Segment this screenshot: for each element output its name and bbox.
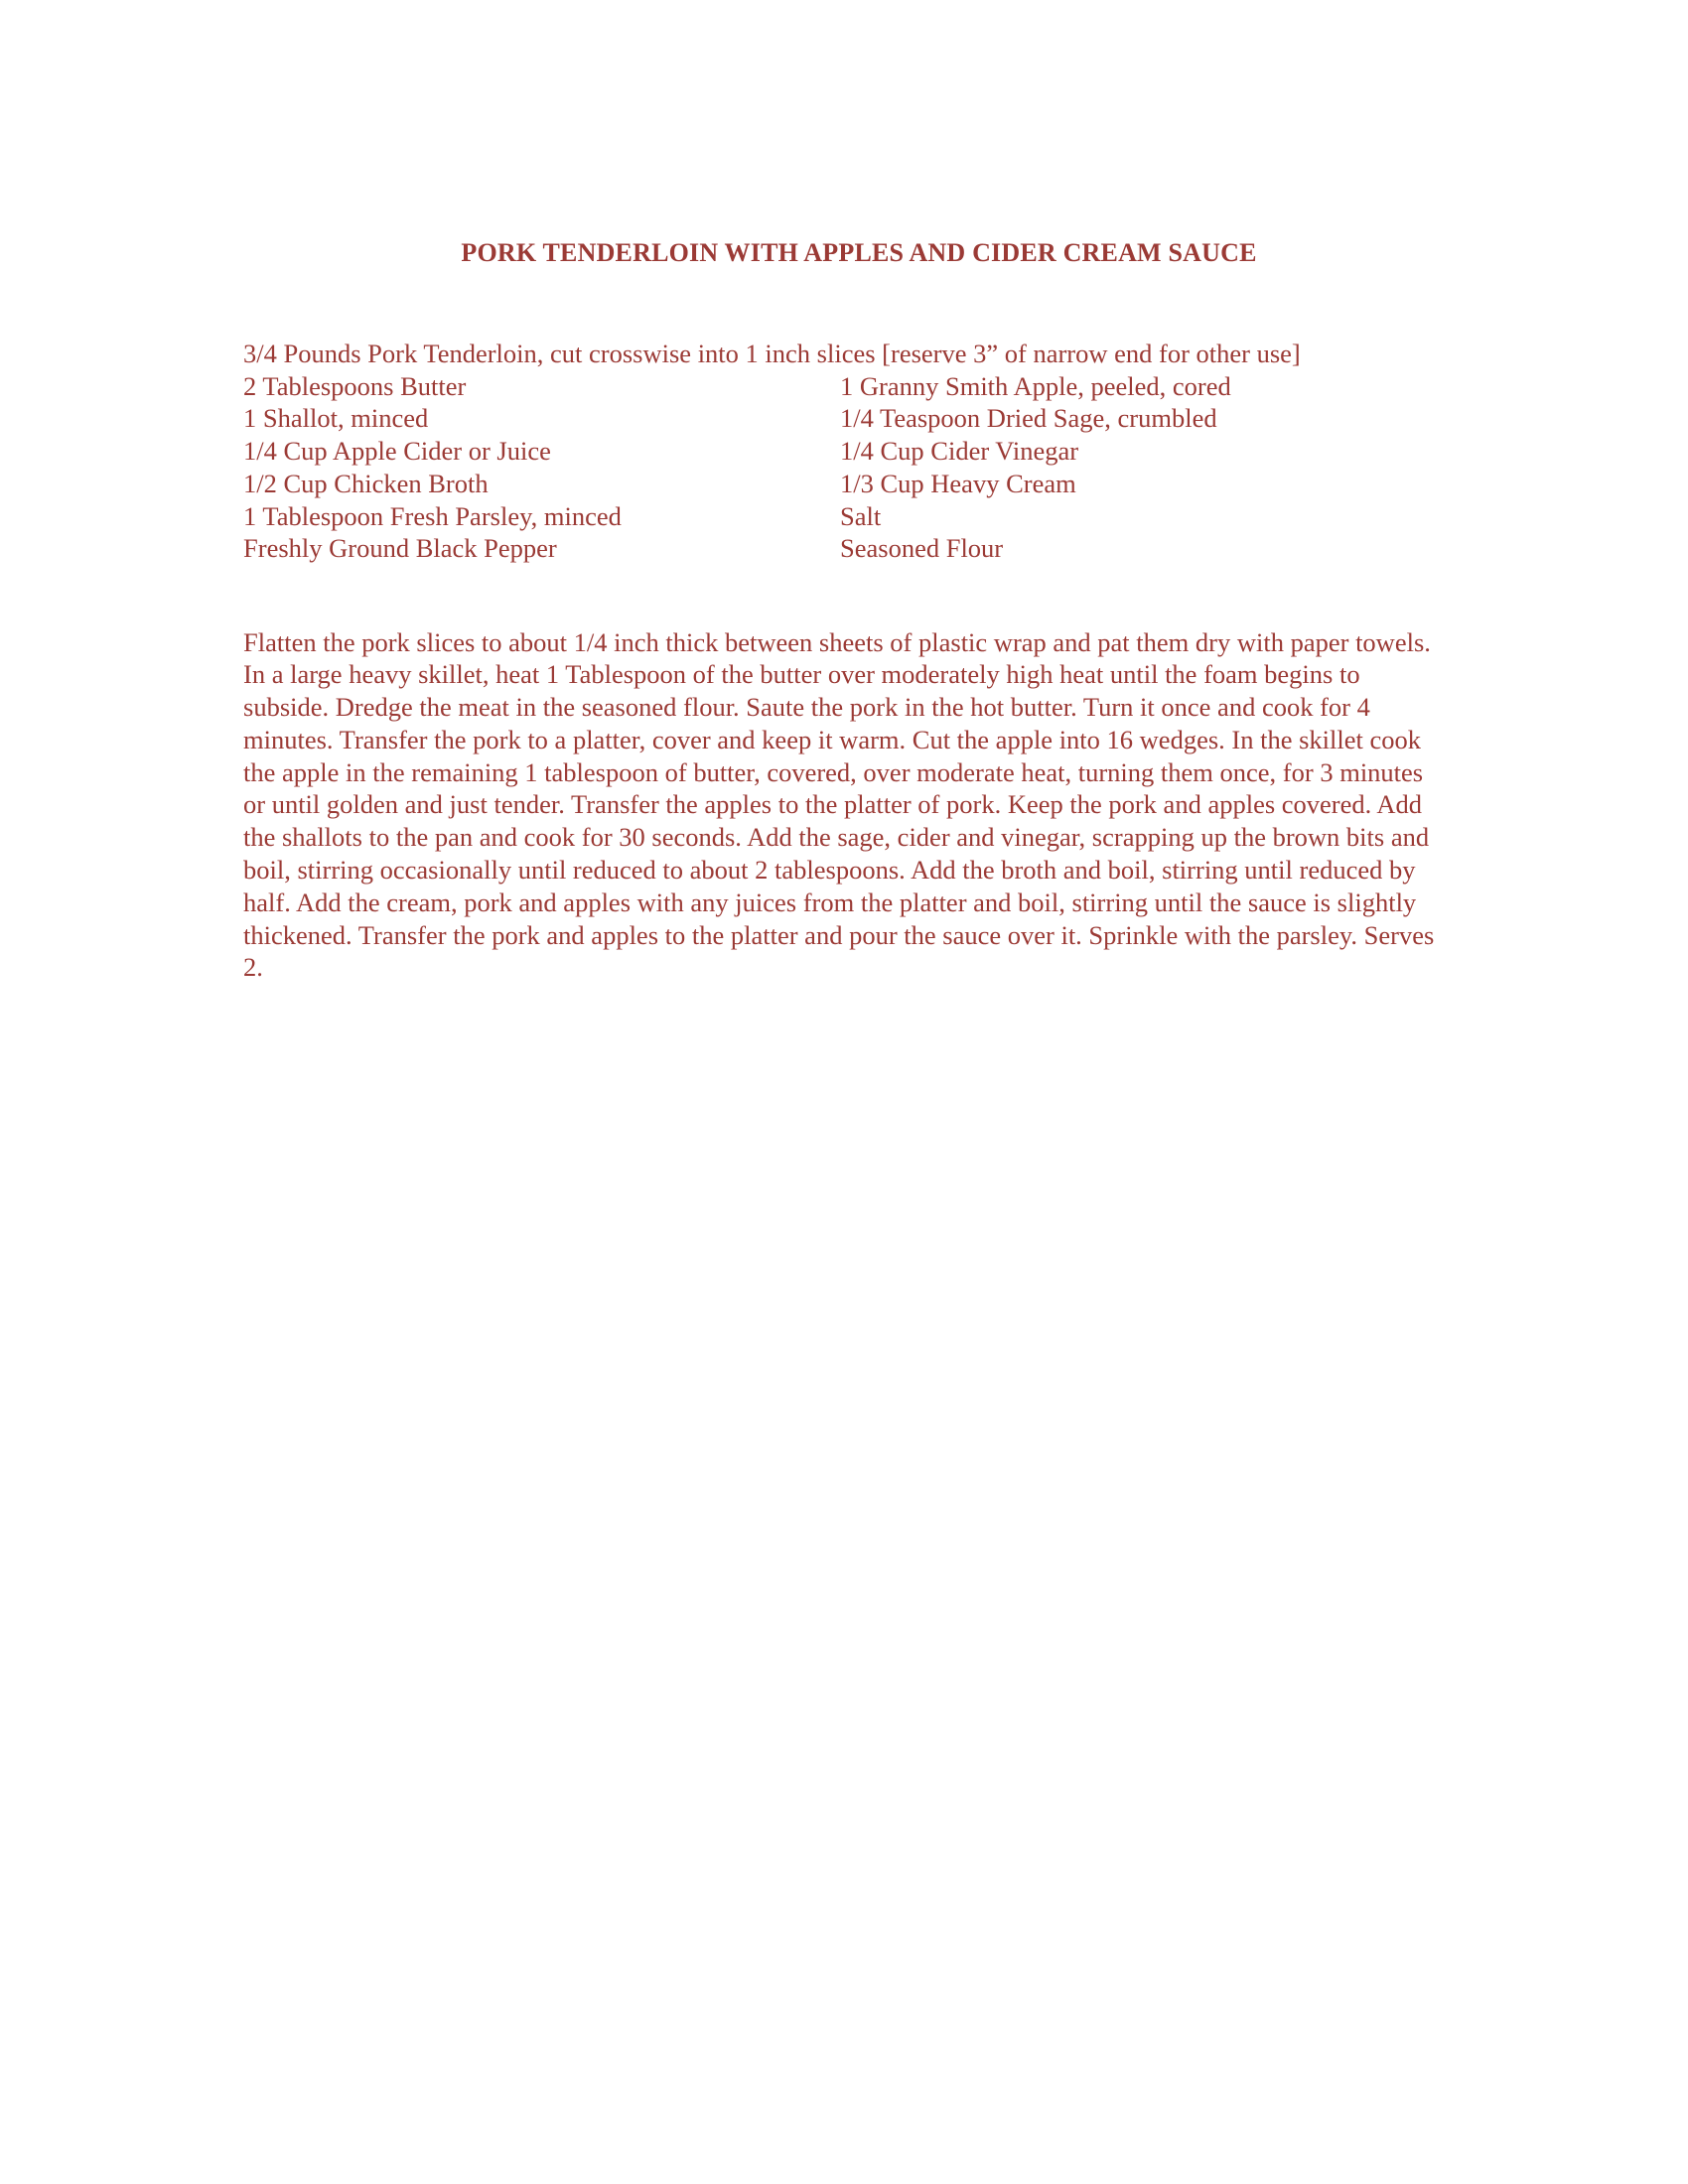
ingredient-item: 1 Shallot, minced <box>243 403 429 434</box>
ingredient-item: 3/4 Pounds Pork Tenderloin, cut crosswise into 1 inch slices [reserve 3” of narrow end for other use] <box>243 339 1301 368</box>
ingredient-row <box>243 402 1475 435</box>
ingredient-item: 1/3 Cup Heavy Cream <box>840 468 1076 498</box>
ingredient-item: 1 Tablespoon Fresh Parsley, minced <box>243 500 622 531</box>
ingredient-item: Freshly Ground Black Pepper <box>243 533 557 564</box>
ingredient-row <box>243 500 1475 533</box>
ingredient-row <box>243 370 1475 403</box>
ingredient-item: 1/4 Cup Apple Cider or Juice <box>243 436 551 467</box>
ingredient-item: 1/4 Cup Cider Vinegar <box>840 436 1079 467</box>
ingredient-row <box>243 468 1475 500</box>
ingredient-item: 1/4 Teaspoon Dried Sage, crumbled <box>840 403 1217 434</box>
ingredient-row <box>243 435 1475 468</box>
ingredient-item: 2 Tablespoons Butter <box>243 370 467 401</box>
recipe-title: PORK TENDERLOIN WITH APPLES AND CIDER CREAM SAUCE <box>461 238 1257 267</box>
ingredient-row <box>243 532 1475 565</box>
instructions-paragraph: Flatten the pork slices to about 1/4 inch thick between sheets of plastic wrap and pat them dry with paper towels. In a large heavy skillet, heat 1 Tablespoon of the butter over moderately high heat until the foam begins to subside. Dredge the meat in the seasoned flour. Saute the pork in the hot butter. Turn it once and cook for 4 minutes. Transfer the pork to a platter, cover and keep it warm. Cut the apple into 16 wedges. In the skillet cook the apple in the remaining 1 tablespoon of butter, covered, over moderate heat, turning them once, for 3 minutes or until golden and just tender. Transfer the apples to the platter of pork. Keep the pork and apples covered. Add the shallots to the pan and cook for 30 seconds. Add the sage, cider and vinegar, scrapping up the brown bits and boil, stirring occasionally until reduced to about 2 tablespoons. Add the broth and boil, stirring until reduced by half. Add the cream, pork and apples with any juices from the platter and boil, stirring until the sauce is slightly thickened. Transfer the pork and apples to the platter and pour the sauce over it. Sprinkle with the parsley. Serves 2. <box>243 626 1435 983</box>
ingredient-item: 1 Granny Smith Apple, peeled, cored <box>840 370 1231 401</box>
ingredient-item: Salt <box>840 500 882 531</box>
ingredient-list <box>243 338 1475 565</box>
ingredient-item: Seasoned Flour <box>840 533 1004 564</box>
ingredient-item: 1/2 Cup Chicken Broth <box>243 468 489 498</box>
